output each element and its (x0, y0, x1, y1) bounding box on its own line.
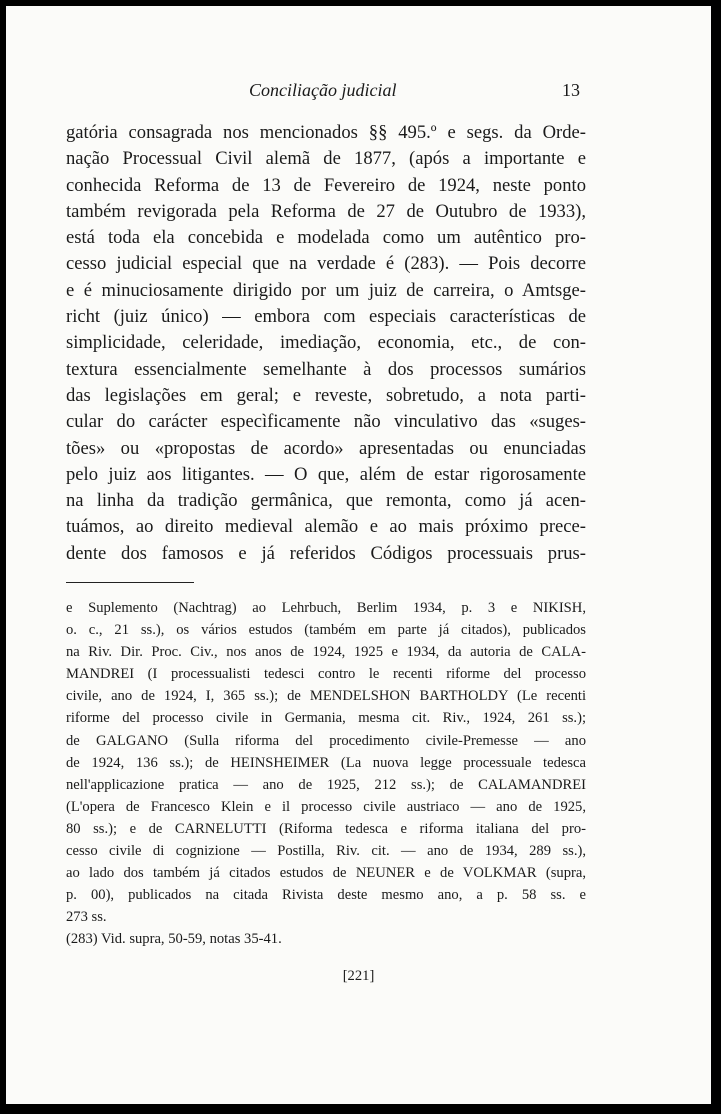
footnote-line: p. 00), publicados na citada Rivista deste mesmo ano, a p. 58 ss. e (66, 887, 586, 904)
footnote-283 (66, 928, 282, 950)
running-header (6, 76, 711, 106)
footnote-line: riforme del processo civile in Germania, mesma cit. Riv., 1924, 261 ss.); (66, 710, 586, 727)
footnote-line: de GALGANO (Sulla riforma del procedimento civile-Premesse — ano (66, 732, 586, 749)
body-line: tões» ou «propostas de acordo» apresentadas ou enunciadas (66, 437, 586, 459)
body-line: dente dos famosos e já referidos Códigos processuais prus- (66, 542, 586, 564)
footnote-line: ao lado dos também já citados estudos de NEUNER e de VOLKMAR (supra, (66, 865, 586, 882)
footnote-text: Vid. supra, 50-59, notas 35-41. (101, 931, 282, 947)
body-line: textura essencialmente semelhante à dos processos sumários (66, 358, 586, 380)
footnote-line: (L'opera de Francesco Klein e il processo civile austriaco — ano de 1925, (66, 798, 586, 815)
body-line: gatória consagrada nos mencionados §§ 495.º e segs. da Orde- (66, 122, 586, 143)
body-line: simplicidade, celeridade, imediação, economia, etc., de con- (66, 332, 586, 354)
page (6, 6, 711, 1104)
footnote-separator (66, 582, 194, 583)
body-line: na linha da tradição germânica, que remonta, como já acen- (66, 490, 586, 512)
body-line: das legislações em geral; e reveste, sobretudo, a nota parti- (66, 384, 586, 406)
printed-page-number: [221] (342, 968, 375, 984)
body-line: cesso judicial especial que na verdade é (283). — Pois decorre (66, 253, 586, 275)
body-line: richt (juiz único) — embora com especiais características de (66, 306, 586, 328)
body-line: cular do carácter especìficamente não vinculativo das «suges- (66, 411, 586, 433)
footnote-line: 80 ss.); e de CARNELUTTI (Riforma tedesca e riforma italiana del pro- (66, 820, 586, 837)
running-title: Conciliação judicial (249, 80, 397, 100)
page-number: 13 (562, 80, 580, 100)
footnote-line: na Riv. Dir. Proc. Civ., nos anos de 1924, 1925 e 1934, da autoria de CALA- (66, 644, 586, 661)
footnote-line: nell'applicazione pratica — ano de 1925, 212 ss.); de CALAMANDREI (66, 776, 586, 793)
footnote-line: cesso civile di cognizione — Postilla, Riv. cit. — ano de 1934, 289 ss.), (66, 843, 586, 860)
footnote-line: civile, ano de 1924, I, 365 ss.); de MENDELSHON BARTHOLDY (Le recenti (66, 688, 586, 705)
footnote-line: MANDREI (I processualisti tedesci contro le recenti riforme del processo (66, 666, 586, 683)
footnote-line: e Suplemento (Nachtrag) ao Lehrbuch, Berlim 1934, p. 3 e NIKISH, (66, 600, 586, 616)
body-line: tuámos, ao direito medieval alemão e ao mais próximo prece- (66, 516, 586, 538)
footnote-marker: (283) (66, 931, 98, 947)
body-line: conhecida Reforma de 13 de Fevereiro de 1924, neste ponto (66, 174, 586, 196)
footnote-line: 273 ss. (66, 909, 107, 926)
footnote-continued (66, 597, 586, 928)
body-line: também revigorada pela Reforma de 27 de Outubro de 1933), (66, 200, 586, 222)
body-line: nação Processual Civil alemã de 1877, (após a importante e (66, 148, 586, 170)
body-line: pelo juiz aos litigantes. — O que, além de estar rigorosamente (66, 463, 586, 485)
footnote-line: o. c., 21 ss.), os vários estudos (também em parte já citados), publicados (66, 622, 586, 639)
footnote-line: de 1924, 136 ss.); de HEINSHEIMER (La nuova legge processuale tedesca (66, 754, 586, 771)
body-line: e é minuciosamente dirigido por um juiz de carreira, o Amtsge- (66, 279, 586, 301)
body-text (66, 120, 586, 567)
body-line: está toda ela concebida e modelada como um autêntico pro- (66, 227, 586, 249)
